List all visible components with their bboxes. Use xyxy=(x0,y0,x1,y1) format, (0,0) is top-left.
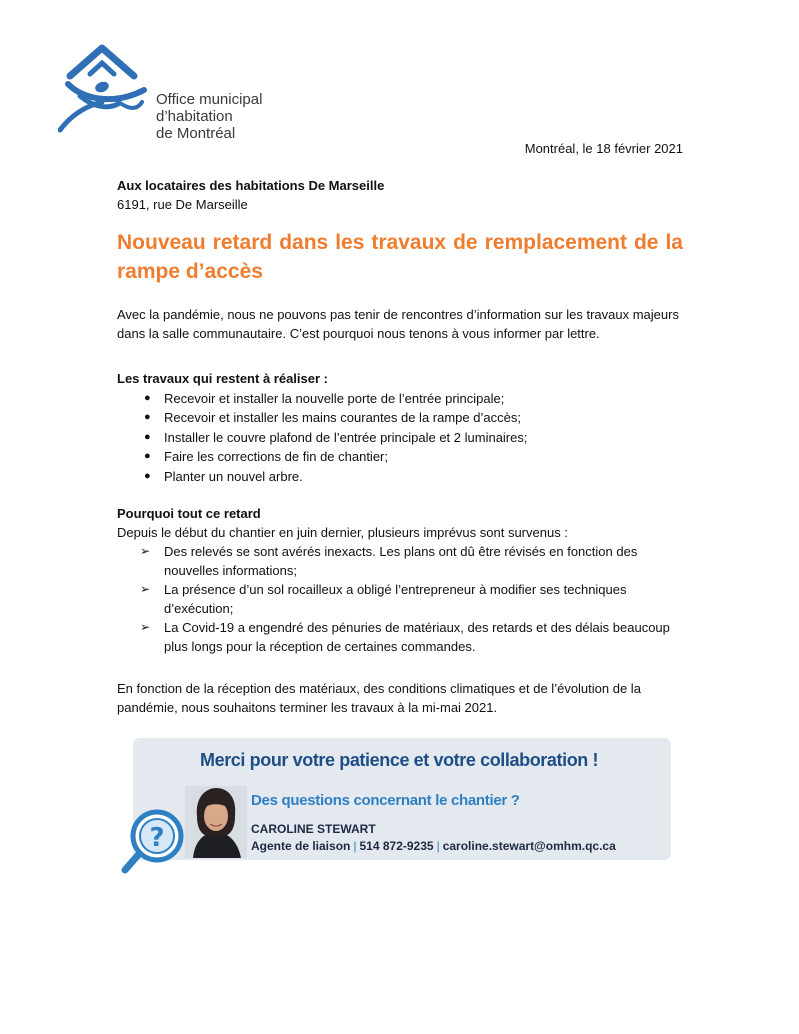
list-item-text: La présence d’un sol rocailleux a obligé l’entrepreneur à modifier ses techniques d’exécution; xyxy=(164,582,627,616)
list-item xyxy=(140,542,687,580)
contact-role: Agente de liaison xyxy=(251,839,351,853)
list-item xyxy=(140,408,687,428)
list-item xyxy=(140,389,687,409)
separator: | xyxy=(353,839,357,853)
list-item-text: Recevoir et installer les mains courantes de la rampe d’accès; xyxy=(164,410,521,425)
svg-text:?: ? xyxy=(149,823,165,853)
list-item-text: Installer le couvre plafond de l’entrée principale et 2 luminaires; xyxy=(164,429,528,445)
delay-reasons-heading: Pourquoi tout ce retard xyxy=(117,506,261,521)
list-item xyxy=(140,580,687,618)
bullet-icon: ● xyxy=(144,411,151,423)
contact-email: caroline.stewart@omhm.qc.ca xyxy=(442,839,616,853)
list-item xyxy=(140,618,687,656)
arrow-bullet-icon: ➢ xyxy=(140,582,151,596)
bullet-icon: ● xyxy=(144,391,151,404)
thanks-message: Merci pour votre patience et votre collaboration ! xyxy=(200,750,599,770)
recipient-address: 6191, rue De Marseille xyxy=(117,197,248,212)
separator: | xyxy=(436,839,440,853)
logo-line-1: Office municipal xyxy=(156,91,263,108)
contact-phone: 514 872-9235 xyxy=(359,839,434,853)
recipient-block xyxy=(117,176,384,214)
delay-reasons-section xyxy=(117,504,687,656)
intro-paragraph: Avec la pandémie, nous ne pouvons pas tenir de rencontres d’information sur les travaux majeurs dans la salle communautaire. C’est pourquoi nous tenons à vous informer par lettre. xyxy=(117,307,679,341)
recipient-name: Aux locataires des habitations De Marseille xyxy=(117,178,385,193)
contact-banner xyxy=(133,738,671,860)
list-item-text: Des relevés se sont avérés inexacts. Les plans ont dû être révisés en fonction des nouvelles informations; xyxy=(164,544,638,578)
letter-title: Nouveau retard dans les travaux de remplacement de la rampe d’accès xyxy=(117,231,683,283)
bullet-icon: ● xyxy=(144,450,151,462)
remaining-works-heading: Les travaux qui restent à réaliser : xyxy=(117,371,328,386)
logo-text xyxy=(156,91,262,142)
list-item-text: Planter un nouvel arbre. xyxy=(164,468,303,484)
bullet-icon: ● xyxy=(144,430,151,443)
list-item xyxy=(140,447,687,467)
bullet-icon: ● xyxy=(144,469,151,482)
delay-reasons-lead: Depuis le début du chantier en juin dernier, plusieurs imprévus sont survenus : xyxy=(117,525,568,540)
magnifier-question-icon xyxy=(119,804,199,884)
list-item xyxy=(140,428,687,448)
remaining-works-section xyxy=(117,369,687,486)
list-item-text: Recevoir et installer la nouvelle porte de l’entrée principale; xyxy=(164,390,505,406)
logo-line-2: d’habitation xyxy=(156,108,233,125)
contact-details xyxy=(251,839,616,853)
list-item xyxy=(140,467,687,487)
remaining-works-list xyxy=(140,389,687,487)
omhm-logo xyxy=(58,44,278,142)
arrow-bullet-icon: ➢ xyxy=(140,544,151,558)
letter-date: Montréal, le 18 février 2021 xyxy=(524,141,683,156)
arrow-bullet-icon: ➢ xyxy=(140,620,151,634)
logo-line-3: de Montréal xyxy=(156,125,236,142)
delay-reasons-list xyxy=(140,542,687,656)
list-item-text: Faire les corrections de fin de chantier; xyxy=(164,449,388,464)
conclusion-paragraph: En fonction de la réception des matériaux, des conditions climatiques et de l’évolution de la pandémie, nous souhaitons terminer les travaux à la mi-mai 2021. xyxy=(117,681,641,715)
list-item-text: La Covid-19 a engendré des pénuries de matériaux, des retards et des délais beaucoup plus longs pour la réception de certaines commandes. xyxy=(164,620,670,654)
questions-heading: Des questions concernant le chantier ? xyxy=(251,792,520,809)
contact-name: CAROLINE STEWART xyxy=(251,822,376,836)
omhm-house-icon xyxy=(58,44,158,136)
